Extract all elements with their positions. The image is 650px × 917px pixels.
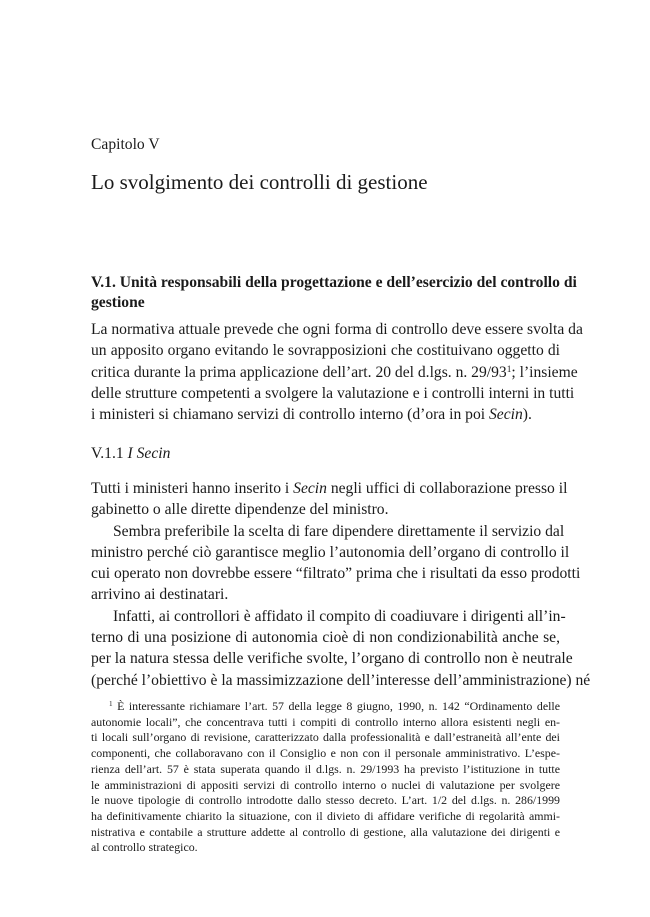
text-line: gabinetto o alle dirette dipendenze del ministro.: [91, 501, 389, 519]
text-segment: È interessante richiamare l’art. 57 della legge 8 giugno, 1990, n. 142 “Ordinamento delle: [112, 699, 560, 713]
text-line: (perché l’obiettivo è la massimizzazione dell’interesse dell’amministrazione) né: [91, 671, 591, 689]
text-line: per la natura stessa delle verifiche svolte, l’organo di controllo non è neutrale: [91, 650, 573, 668]
text-segment: negli uffici di collaborazione presso il: [326, 480, 568, 497]
footnote-mark: 1: [109, 700, 113, 709]
paragraph-secin: [91, 478, 591, 691]
footnote-line: nistrativa e contabile a strutture addette al controllo di gestione, alla valutazione dei dirigenti e: [91, 824, 560, 839]
text-line: ministro perché ciò garantisce meglio l’autonomia dell’organo di controllo il: [91, 543, 570, 561]
section-heading: [91, 273, 577, 313]
text-line: [91, 404, 560, 425]
subsection-number: V.1.1: [91, 445, 128, 462]
footnote-line: le nuove tipologie di controllo introdotte dallo stesso decreto. L’art. 1/2 del d.lgs. n. 286/1999: [91, 793, 560, 808]
paragraph-intro: [91, 319, 583, 425]
text-segment: ; l’insieme: [511, 363, 578, 381]
text-segment: Tutti i ministeri hanno inserito i: [91, 480, 294, 497]
footnote-line: ha definitivamente chiarito la situazione, con il divieto di affidare verifiche di regolarità ammi-: [91, 808, 560, 823]
footnote-line: rienza dell’art. 57 è stata superata quando il d.lgs. n. 29/1993 ha previsto l’istituzione in tutte: [91, 761, 560, 776]
text-line: delle strutture competenti a svolgere la valutazione e i controlli interni in tutti: [91, 384, 575, 402]
text-line: arrivino ai destinatari.: [91, 586, 229, 604]
text-line: [91, 362, 578, 383]
subsection-heading: [91, 445, 560, 463]
subsection-title: I Secin: [127, 445, 171, 462]
footnote-line: le amministrazioni di appositi servizi di controllo interno o nuclei di valutazione per svolgere: [91, 777, 560, 792]
text-line: La normativa attuale prevede che ogni forma di controllo deve essere svolta da: [91, 321, 583, 338]
text-line: un apposito organo evitando le sovrapposizioni che costituivano oggetto di: [91, 342, 560, 360]
footnote-ref[interactable]: 1: [506, 364, 512, 375]
text-line: cui operato non dovrebbe essere “filtrato” prima che i risultati da esso prodotti: [91, 565, 581, 583]
heading-line: V.1. Unità responsabili della progettazione e dell’esercizio del controllo di: [91, 274, 577, 291]
text-segment: i ministeri si chiamano servizi di controllo interno (d’ora in poi: [91, 406, 489, 424]
italic-term: Secin: [488, 406, 523, 424]
text-line: Sembra preferibile la scelta di fare dipendere direttamente il servizio dal: [113, 522, 565, 540]
text-line: Infatti, ai controllori è affidato il compito di coadiuvare i dirigenti all’in-: [113, 607, 566, 625]
heading-line: gestione: [91, 294, 145, 311]
footnote-line: ti locali sull’organo di revisione, caratterizzato dalla professionalità e dall’estraneità all’ente dei: [91, 730, 560, 745]
text-line: terno di una posizione di autonomia cioè di non condizionabilità anche se,: [91, 629, 560, 647]
text-segment: ).: [522, 406, 532, 424]
footnote-line: componenti, che collaboravano con il Consiglio e non con il personale amministrativo. L’espe-: [91, 746, 560, 761]
chapter-title: Lo svolgimento dei controlli di gestione: [91, 170, 428, 194]
text-line: [91, 478, 568, 499]
footnote-line: autonomie locali”, che concentrava tutti i compiti di controllo interno allora esistenti negli en-: [91, 714, 560, 729]
chapter-label: Capitolo V: [91, 136, 160, 153]
text-segment: critica durante la prima applicazione dell’art. 20 del d.lgs. n. 29/93: [91, 363, 507, 381]
italic-term: Secin: [293, 480, 327, 497]
footnote-line: [91, 699, 560, 715]
footnote: [91, 699, 560, 856]
footnote-line: al controllo strategico.: [91, 840, 198, 855]
